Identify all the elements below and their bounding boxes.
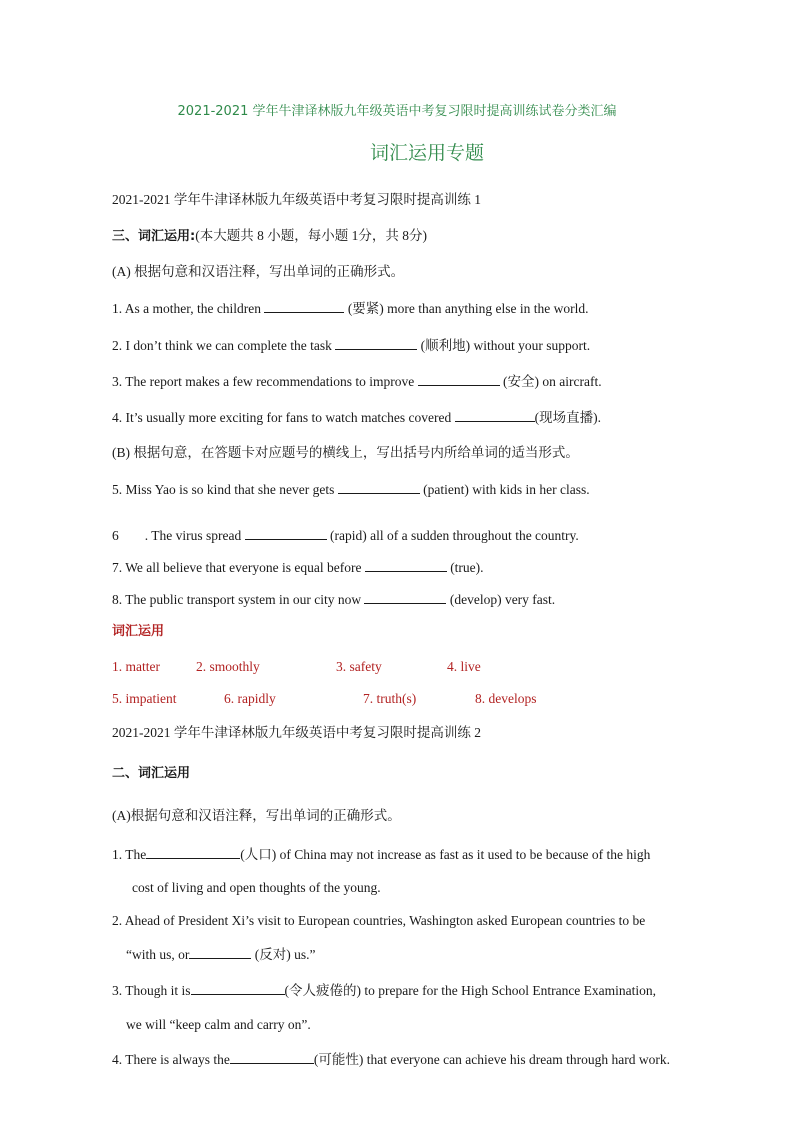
part1-heading: 2021-2021 学年牛津译林版九年级英语中考复习限时提高训练 1 (112, 192, 481, 207)
question-text: (patient) with kids in her class. (419, 482, 590, 497)
part1-question-5 (112, 480, 590, 499)
answer-blank[interactable] (189, 945, 251, 959)
part1-section (112, 227, 427, 246)
part1-section-note: (本大题共 8 小题，每小题 1分，共 8分) (195, 228, 427, 243)
question-text: (现场直播). (534, 410, 602, 425)
part1-question-2 (112, 336, 590, 355)
document-title: 2021-2021 学年牛津译林版九年级英语中考复习限时提高训练试卷分类汇编 (177, 104, 617, 119)
part1-question-1 (112, 299, 589, 318)
answer-blank[interactable] (335, 336, 417, 350)
answer-5: 5. impatient (112, 691, 177, 706)
answer-blank[interactable] (146, 845, 240, 859)
part1-question-4 (112, 408, 601, 427)
answer-4: 4. live (447, 659, 481, 674)
answer-1: 1. matter (112, 659, 160, 674)
part1-section-title: 三、词汇运用: (112, 229, 196, 244)
question-text: (develop) very fast. (446, 592, 556, 607)
question-text: 1. The (112, 847, 147, 862)
answer-8: 8. develops (475, 691, 537, 706)
part2-question-2-cont (126, 945, 316, 964)
question-text: (人口) of China may not increase as fast as it used to be because of the high (240, 847, 651, 862)
part1-instruction-a: (A) 根据句意和汉语注释，写出单词的正确形式。 (112, 264, 405, 279)
answer-7: 7. truth(s) (363, 691, 417, 706)
question-number: 6 (112, 528, 119, 543)
question-text: 3. Though it is (112, 983, 191, 998)
part1-question-8 (112, 590, 555, 609)
question-text: 3. The report makes a few recommendations to improve (112, 374, 418, 389)
question-text: 4. There is always the (112, 1052, 230, 1067)
question-text: (rapid) all of a sudden throughout the country. (326, 528, 579, 543)
part2-question-3 (112, 981, 656, 1000)
question-text: (反对) us.” (251, 947, 316, 962)
question-text: 8. The public transport system in our city now (112, 592, 365, 607)
question-text: . The virus spread (144, 528, 245, 543)
question-text: (安全) on aircraft. (499, 374, 602, 389)
answer-blank[interactable] (418, 372, 500, 386)
answer-blank[interactable] (455, 408, 535, 422)
question-text: 1. As a mother, the children (112, 301, 265, 316)
part1-question-6 (112, 526, 579, 545)
question-text: 7. We all believe that everyone is equal before (112, 560, 365, 575)
question-text: (可能性) that everyone can achieve his dream through hard work. (313, 1052, 670, 1067)
answer-3: 3. safety (336, 659, 382, 674)
question-text: 4. It’s usually more exciting for fans to watch matches covered (112, 410, 455, 425)
part2-question-3-cont: we will “keep calm and carry on”. (126, 1017, 311, 1032)
part2-question-1 (112, 845, 650, 864)
part1-instruction-b: (B) 根据句意，在答题卡对应题号的横线上，写出括号内所给单词的适当形式。 (112, 445, 579, 460)
part2-question-1-cont: cost of living and open thoughts of the young. (132, 880, 381, 895)
question-text: “with us, or (126, 947, 190, 962)
answer-blank[interactable] (338, 480, 420, 494)
part2-section-title: 二、词汇运用 (112, 766, 191, 781)
answer-blank[interactable] (230, 1050, 314, 1064)
question-text: (顺利地) without your support. (417, 338, 591, 353)
answer-blank[interactable] (191, 981, 285, 995)
answer-blank[interactable] (264, 299, 344, 313)
document-subtitle: 词汇运用专题 (369, 142, 484, 164)
answer-key-heading: 词汇运用 (112, 624, 165, 639)
part2-question-4 (112, 1050, 670, 1069)
question-text: 2. I don’t think we can complete the task (112, 338, 336, 353)
part1-question-3 (112, 372, 602, 391)
question-text: (要紧) more than anything else in the world. (344, 301, 589, 316)
answer-blank[interactable] (245, 526, 327, 540)
part2-heading: 2021-2021 学年牛津译林版九年级英语中考复习限时提高训练 2 (112, 725, 481, 740)
question-text: 5. Miss Yao is so kind that she never gets (112, 482, 338, 497)
question-text: (true). (446, 560, 484, 575)
part2-instruction-a: (A)根据句意和汉语注释，写出单词的正确形式。 (112, 808, 401, 823)
answer-blank[interactable] (364, 590, 446, 604)
part2-question-2: 2. Ahead of President Xi’s visit to European countries, Washington asked European countries to be (112, 913, 646, 928)
answer-blank[interactable] (365, 558, 447, 572)
question-text: (令人疲倦的) to prepare for the High School Entrance Examination, (284, 983, 657, 998)
answer-2: 2. smoothly (196, 659, 260, 674)
answer-6: 6. rapidly (224, 691, 276, 706)
part1-question-7 (112, 558, 484, 577)
